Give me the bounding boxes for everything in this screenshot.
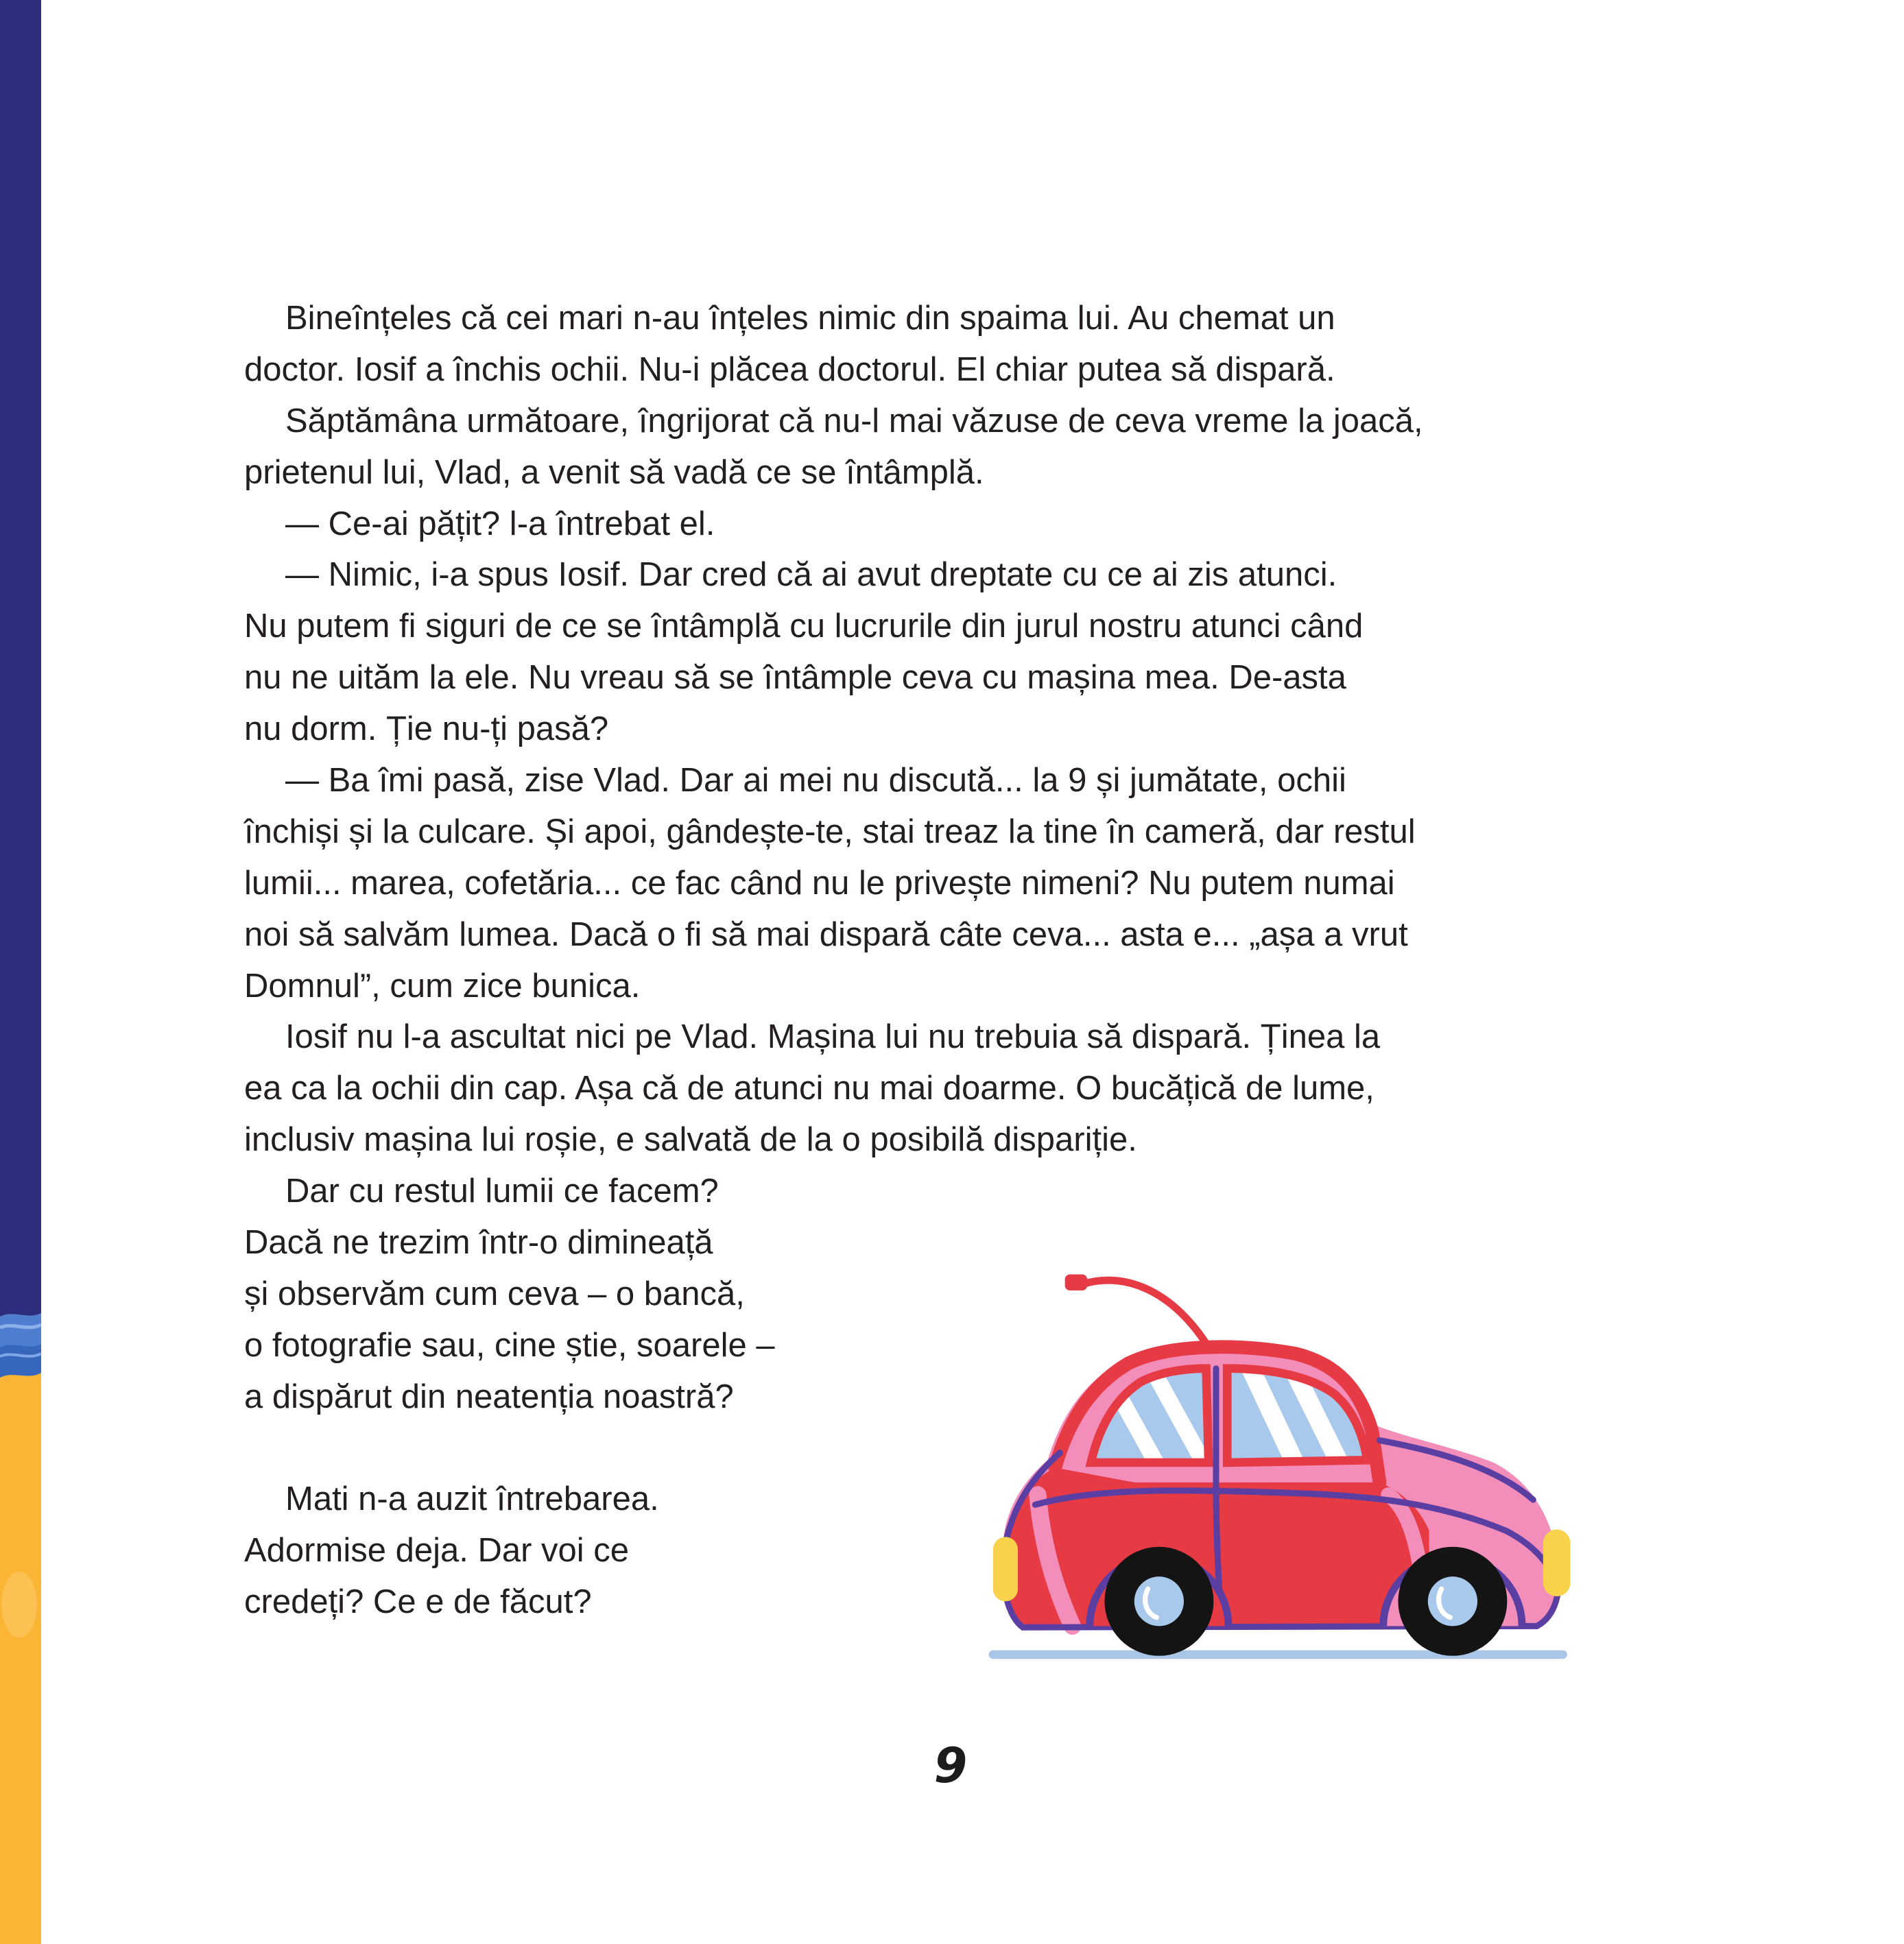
text-line: doctor. Iosif a închis ochii. Nu-i plăcea doctorul. El chiar putea să dispară.	[244, 350, 1335, 388]
text-line: — Ce-ai pățit? l-a întrebat el.	[285, 505, 715, 542]
text-line: Dar cu restul lumii ce facem?	[285, 1173, 719, 1210]
text-line: o fotografie sau, cine știe, soarele –	[244, 1326, 775, 1364]
text-line: — Nimic, i-a spus Iosif. Dar cred că ai avut dreptate cu ce ai zis atunci.	[285, 556, 1337, 594]
text-line: nu dorm. Ție nu-ți pasă?	[244, 710, 609, 748]
text-line: Iosif nu l-a ascultat nici pe Vlad. Mașina lui nu trebuia să dispară. Ținea la	[285, 1018, 1381, 1056]
text-line: Nu putem fi siguri de ce se întâmplă cu lucrurile din jurul nostru atunci când	[244, 608, 1364, 645]
text-line: Bineînțeles că cei mari n-au înțeles nimic din spaima lui. Au chemat un	[285, 300, 1335, 337]
text-line: închiși și la culcare. Și apoi, gândește-te, stai treaz la tine în cameră, dar restul	[244, 813, 1416, 850]
rear-bumper	[1543, 1529, 1571, 1596]
rear-wheel	[1398, 1547, 1507, 1656]
text-line: Mati n-a auzit întrebarea.	[285, 1480, 659, 1518]
text-line: Săptămâna următoare, îngrijorat că nu-l mai văzuse de ceva vreme la joacă,	[285, 402, 1423, 440]
page-number: 9	[933, 1738, 968, 1794]
text-line: Adormise deja. Dar voi ce	[244, 1532, 630, 1570]
text-line: lumii... marea, cofetăria... ce fac când nu le privește nimeni? Nu putem numai	[244, 864, 1395, 902]
front-bumper	[993, 1537, 1018, 1601]
text-line: — Ba îmi pasă, zise Vlad. Dar ai mei nu discută... la 9 și jumătate, ochii	[285, 762, 1346, 800]
red-car-icon	[986, 1264, 1580, 1673]
text-line: și observăm cum ceva – o bancă,	[244, 1275, 745, 1312]
antenna	[1065, 1274, 1211, 1351]
text-line: Domnul”, cum zice bunica.	[244, 967, 641, 1005]
text-line: Dacă ne trezim într-o dimineață	[244, 1224, 713, 1262]
text-line: inclusiv mașina lui roșie, e salvată de la o posibilă dispariție.	[244, 1121, 1137, 1159]
text-line: prietenul lui, Vlad, a venit să vadă ce se întâmplă.	[244, 453, 984, 491]
text-line: nu ne uităm la ele. Nu vreau să se întâmple ceva cu mașina mea. De-asta	[244, 659, 1346, 697]
text-line: ea ca la ochii din cap. Așa că de atunci nu mai doarme. O bucățică de lume,	[244, 1070, 1375, 1107]
text-line: credeți? Ce e de făcut?	[244, 1583, 592, 1621]
front-wheel	[1104, 1547, 1213, 1656]
text-line: a dispărut din neatenția noastră?	[244, 1378, 734, 1415]
left-edge-strip	[0, 0, 41, 1944]
text-line: noi să salvăm lumea. Dacă o fi să mai dispară câte ceva... asta e... „așa a vrut	[244, 915, 1408, 953]
